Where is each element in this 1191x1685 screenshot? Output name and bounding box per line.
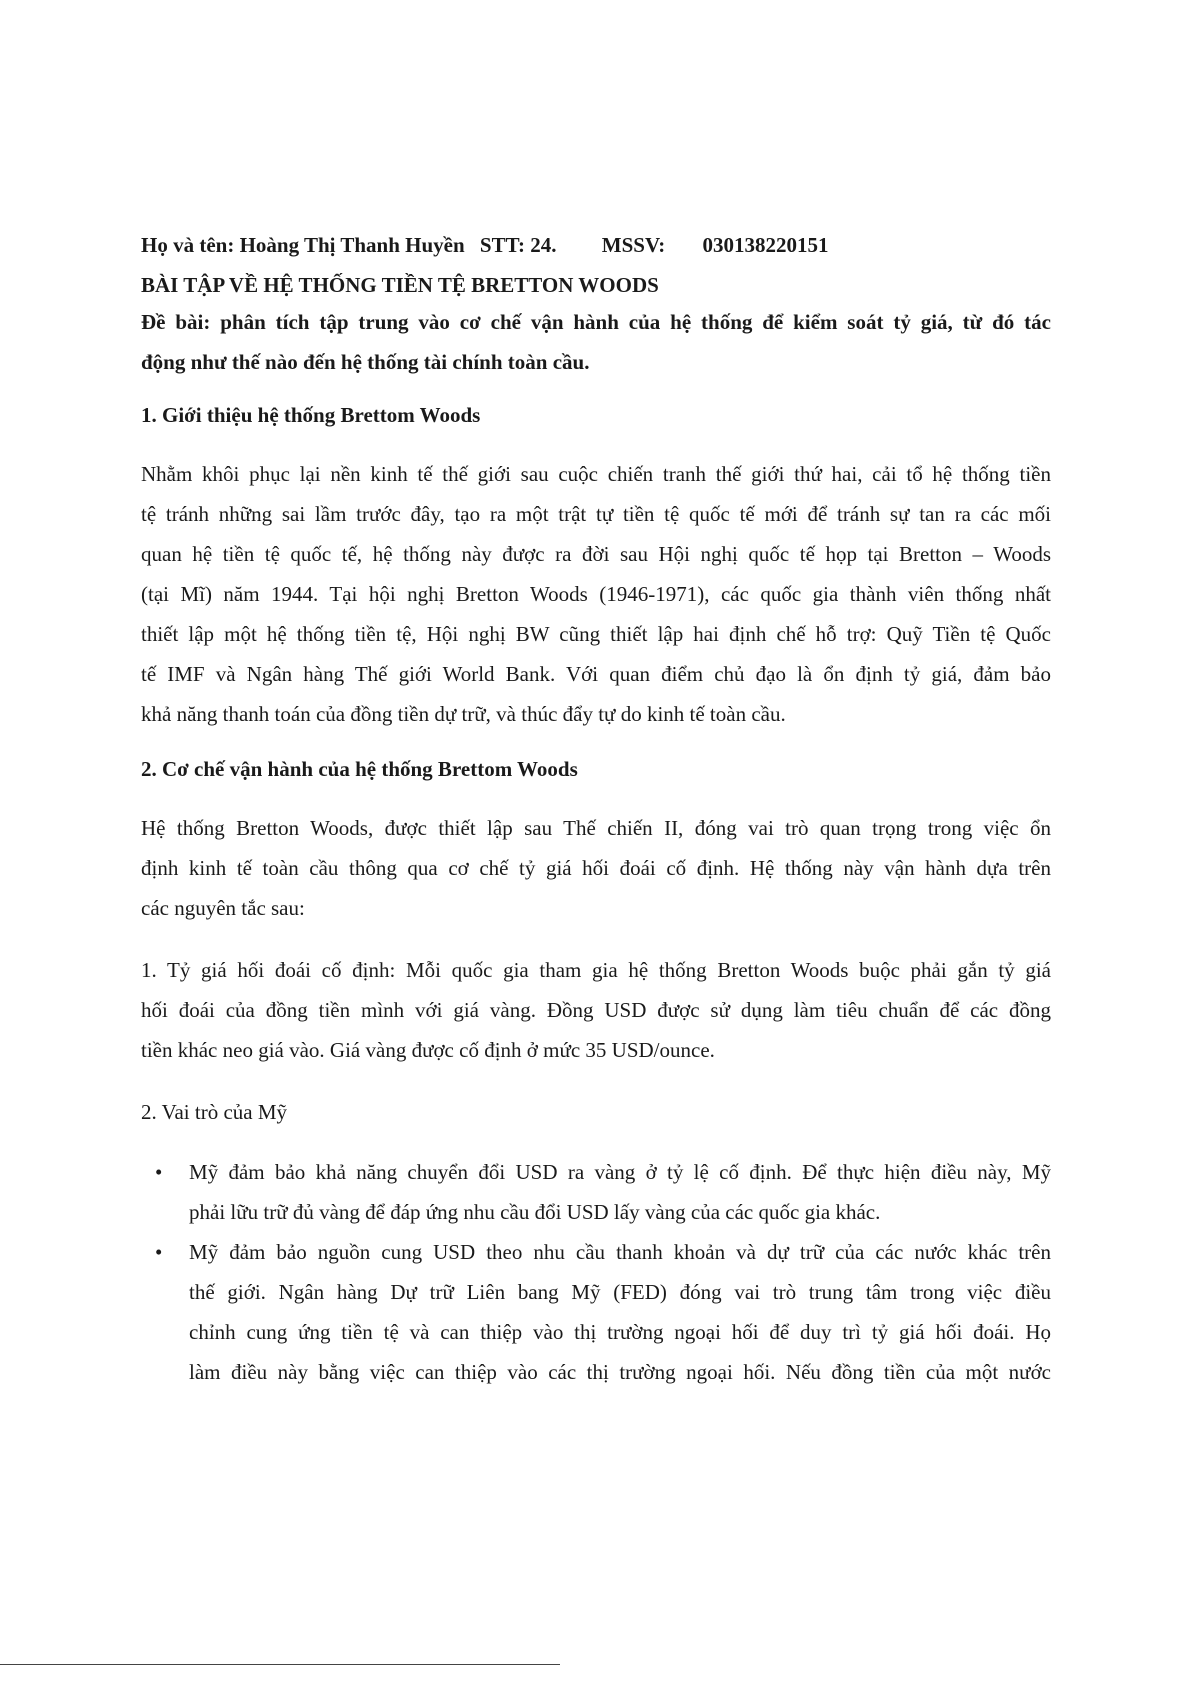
paragraph-line: hối đoái của đồng tiền mình với giá vàng. Đồng USD được sử dụng làm tiêu chuẩn để các đồng bbox=[141, 998, 1051, 1022]
student-name: Họ và tên: Hoàng Thị Thanh Huyền bbox=[141, 233, 465, 257]
paragraph-line: quan hệ tiền tệ quốc tế, hệ thống này được ra đời sau Hội nghị quốc tế họp tại Bretton – Woods bbox=[141, 542, 1051, 566]
bullet-marker: • bbox=[155, 1160, 163, 1184]
paragraph-line: (tại Mĩ) năm 1944. Tại hội nghị Bretton Woods (1946-1971), các quốc gia thành viên thống nhất bbox=[141, 582, 1051, 606]
student-info-line bbox=[141, 230, 1051, 260]
prompt-line: Đề bài: phân tích tập trung vào cơ chế vận hành của hệ thống để kiểm soát tỷ giá, từ đó tác bbox=[141, 310, 1051, 334]
student-id-value: 030138220151 bbox=[702, 233, 829, 257]
bullet-text bbox=[189, 1232, 1051, 1392]
paragraph-line: phải lữu trữ đủ vàng để đáp ứng nhu cầu đổi USD lấy vàng của các quốc gia khác. bbox=[189, 1200, 881, 1224]
paragraph-line: Nhằm khôi phục lại nền kinh tế thế giới sau cuộc chiến tranh thế giới thứ hai, cải tổ hệ thống tiền bbox=[141, 462, 1051, 486]
bullet-text bbox=[189, 1152, 1051, 1232]
section-1-heading: 1. Giới thiệu hệ thống Brettom Woods bbox=[141, 403, 481, 427]
student-number: STT: 24. bbox=[479, 233, 557, 257]
section-2-intro bbox=[141, 808, 1051, 928]
paragraph-line: Hệ thống Bretton Woods, được thiết lập sau Thế chiến II, đóng vai trò quan trọng trong việc ổn bbox=[141, 816, 1051, 840]
paragraph-line: 1. Tỷ giá hối đoái cố định: Mỗi quốc gia tham gia hệ thống Bretton Woods buộc phải gắn tỷ giá bbox=[141, 958, 1051, 982]
paragraph-line: khả năng thanh toán của đồng tiền dự trữ, và thúc đẩy tự do kinh tế toàn cầu. bbox=[141, 702, 786, 726]
us-role-bullet-list bbox=[141, 1152, 1051, 1392]
document-title: BÀI TẬP VỀ HỆ THỐNG TIỀN TỆ BRETTON WOODS bbox=[141, 273, 659, 297]
paragraph-line: các nguyên tắc sau: bbox=[141, 896, 305, 920]
bullet-item bbox=[141, 1152, 1051, 1232]
paragraph-line: làm điều này bằng việc can thiệp vào các thị trường ngoại hối. Nếu đồng tiền của một nước bbox=[189, 1360, 1051, 1384]
paragraph-line: Mỹ đảm bảo nguồn cung USD theo nhu cầu thanh khoản và dự trữ của các nước khác trên bbox=[189, 1240, 1051, 1264]
paragraph-line: tệ tránh những sai lầm trước đây, tạo ra một trật tự tiền tệ quốc tế mới để tránh sự tan ra các mối bbox=[141, 502, 1051, 526]
section-2-heading: 2. Cơ chế vận hành của hệ thống Brettom Woods bbox=[141, 757, 578, 781]
bullet-item bbox=[141, 1232, 1051, 1392]
assignment-prompt bbox=[141, 302, 1051, 382]
student-id-label: MSSV: bbox=[601, 233, 666, 257]
paragraph-line: tiền khác neo giá vào. Giá vàng được cố định ở mức 35 USD/ounce. bbox=[141, 1038, 715, 1062]
section-1-paragraph bbox=[141, 454, 1051, 734]
paragraph-line: tế IMF và Ngân hàng Thế giới World Bank. Với quan điểm chủ đạo là ổn định tỷ giá, đảm bảo bbox=[141, 662, 1051, 686]
paragraph-line: chỉnh cung ứng tiền tệ và can thiệp vào thị trường ngoại hối để duy trì tỷ giá hối đoái. Họ bbox=[189, 1320, 1051, 1344]
document-body bbox=[141, 230, 1051, 1392]
paragraph-line: Mỹ đảm bảo khả năng chuyển đổi USD ra vàng ở tỷ lệ cố định. Để thực hiện điều này, Mỹ bbox=[189, 1160, 1051, 1184]
paragraph-line: định kinh tế toàn cầu thông qua cơ chế tỷ giá hối đoái cố định. Hệ thống này vận hành dựa trên bbox=[141, 856, 1051, 880]
paragraph-line: thế giới. Ngân hàng Dự trữ Liên bang Mỹ (FED) đóng vai trò trung tâm trong việc điều bbox=[189, 1280, 1051, 1304]
point-1-fixed-exchange-rate bbox=[141, 950, 1051, 1070]
paragraph-line: thiết lập một hệ thống tiền tệ, Hội nghị BW cũng thiết lập hai định chế hỗ trợ: Quỹ Tiền tệ Quốc bbox=[141, 622, 1051, 646]
prompt-line: động như thế nào đến hệ thống tài chính toàn cầu. bbox=[141, 350, 590, 374]
point-2-heading: 2. Vai trò của Mỹ bbox=[141, 1100, 288, 1124]
bullet-marker: • bbox=[155, 1240, 163, 1264]
footnote-separator bbox=[0, 1664, 560, 1665]
